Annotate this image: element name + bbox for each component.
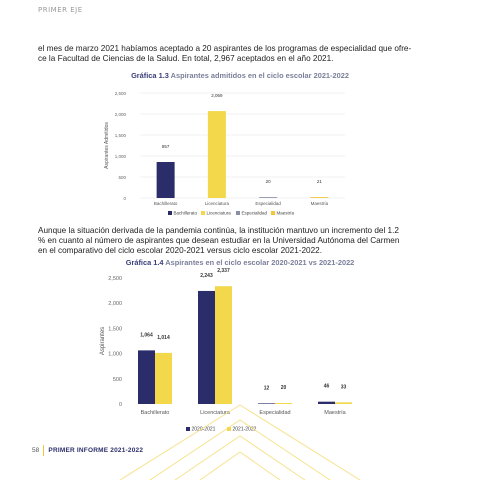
data-label: 46 (323, 383, 330, 390)
y-tick-label: 1,500 (114, 133, 126, 138)
chart2-caption-text: Aspirantes en el ciclo escolar 2020-2021 vs 2021-2022 (165, 258, 355, 267)
data-label: 1,064 (140, 332, 153, 339)
x-tick-label: Especialidad (259, 410, 291, 416)
x-tick-label: Bachillerato (140, 410, 170, 416)
comparison-line-3: en el comparativo del ciclo escolar 2020-2021 versus ciclo escolar 2021-2022. (38, 246, 322, 255)
page-footer (32, 444, 143, 456)
y-tick-label: 0 (118, 402, 122, 408)
x-tick-label: Maestría (324, 410, 346, 416)
data-label: 12 (263, 385, 270, 392)
y-tick-label: 1,500 (108, 326, 122, 333)
y-axis-label: Aspirantes Admitidos (104, 122, 110, 169)
page-number: 58 (32, 446, 40, 454)
data-label: 2,337 (217, 268, 230, 275)
report-title: PRIMER INFORME 2021-2022 (48, 446, 144, 454)
intro-line-2: ce la Facultad de Ciencias de la Salud. En total, 2,967 aceptados en el año 2021. (38, 54, 334, 63)
section-label: PRIMER EJE (38, 6, 83, 14)
y-axis-label: Aspirantes (100, 326, 106, 356)
data-label: 857 (161, 144, 170, 150)
x-tick-label: Especialidad (255, 201, 281, 206)
y-tick-label: 2,000 (114, 112, 126, 117)
data-label: 33 (340, 384, 347, 391)
x-tick-label: Licenciatura (204, 201, 230, 206)
y-tick-label: 2,500 (114, 91, 126, 96)
data-label: 20 (280, 384, 287, 391)
y-tick-label: 2,500 (108, 276, 122, 282)
y-tick-label: 0 (123, 196, 126, 201)
legend-label: 2021-2022 (232, 426, 257, 433)
x-tick-label: Bachillerato (153, 201, 178, 206)
chart2-caption-number: Gráfica 1.4 (125, 258, 164, 267)
legend-label: Especialidad (241, 210, 268, 216)
chart1-caption-text: Aspirantes admitidos en el ciclo escolar 2021-2022 (170, 71, 349, 80)
chart1-caption-number: Gráfica 1.3 (131, 71, 169, 80)
legend-label: Licenciatura (206, 210, 231, 216)
comparison-line-1: Aunque la situación derivada de la pandemia continúa, la institución mantuvo un incremento del 1.2 (38, 226, 399, 235)
data-label: 21 (316, 179, 322, 185)
y-tick-label: 500 (118, 175, 126, 180)
legend-label: Bachillerato (173, 210, 198, 216)
comparison-line-2: % en cuanto al número de aspirantes que desean estudiar en la Universidad Autónoma del Carmen (38, 236, 400, 245)
intro-line-1: el mes de marzo 2021 habíamos aceptado a 20 aspirantes de los programas de especialidad que ofre- (38, 44, 412, 53)
x-tick-label: Maestría (310, 201, 329, 206)
y-tick-label: 1,000 (108, 351, 122, 358)
data-label: 20 (265, 179, 271, 185)
x-tick-label: Licenciatura (200, 410, 230, 416)
y-tick-label: 1,000 (114, 154, 126, 159)
footer-divider (43, 445, 44, 456)
data-label: 2,069 (211, 93, 223, 99)
legend-label: 2020-2021 (191, 426, 216, 433)
y-tick-label: 2,000 (108, 301, 122, 308)
data-label: 1,014 (157, 334, 170, 341)
legend-label: Maestría (276, 210, 295, 216)
y-tick-label: 500 (112, 376, 122, 383)
data-label: 2,243 (200, 272, 213, 279)
